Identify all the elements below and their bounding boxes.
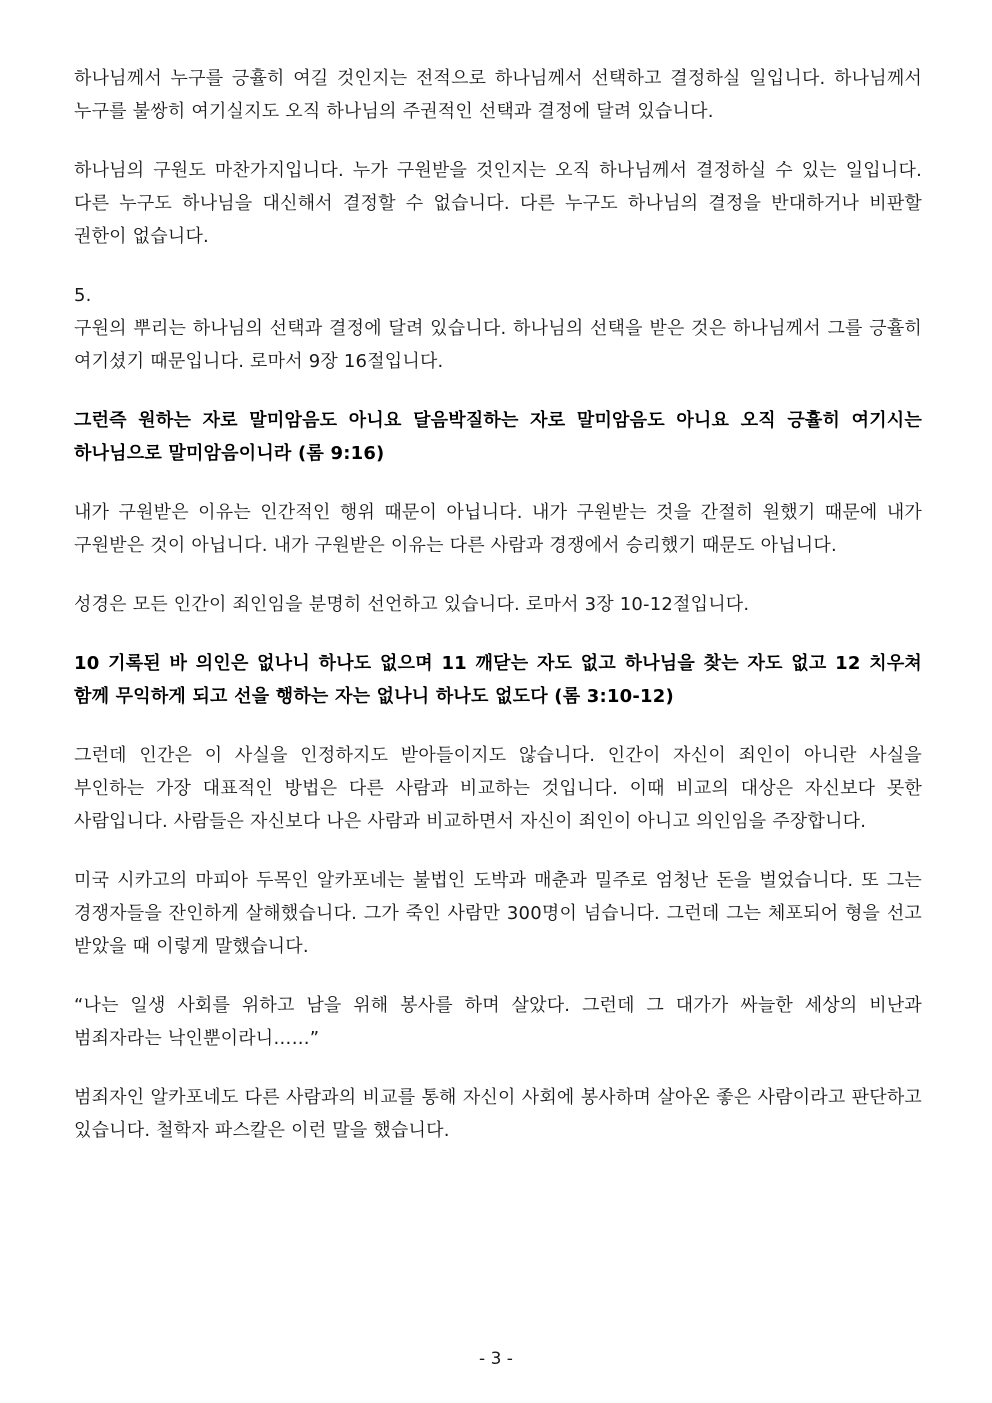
- paragraph-pascal-intro: 범죄자인 알카포네도 다른 사람과의 비교를 통해 자신이 사회에 봉사하며 살아온 좋은 사람이라고 판단하고 있습니다. 철학자 파스칼은 이런 말을 했습니다.: [74, 1087, 922, 1141]
- bible-verse-romans-3-10-12: 10 기록된 바 의인은 없나니 하나도 없으며 11 깨닫는 자도 없고 하나님을 찾는 자도 없고 12 치우쳐 함께 무익하게 되고 선을 행하는 자는 없나니 하나도 없도다 (롬 3:10-12): [74, 653, 922, 707]
- page-number: - 3 -: [479, 1349, 513, 1369]
- paragraph-gods-mercy: 하나님께서 누구를 긍휼히 여길 것인지는 전적으로 하나님께서 선택하고 결정하실 일입니다. 하나님께서 누구를 불쌍히 여기실지도 오직 하나님의 주권적인 선택과 결정에 달려 있습니다.: [74, 68, 922, 122]
- section-number: 5.: [74, 285, 92, 306]
- paragraph-reason-for-salvation: 내가 구원받은 이유는 인간적인 행위 때문이 아닙니다. 내가 구원받는 것을 간절히 원했기 때문에 내가 구원받은 것이 아닙니다. 내가 구원받은 이유는 다른 사람과 경쟁에서 승리했기 때문도 아닙니다.: [74, 502, 922, 556]
- paragraph-salvation-decision: 하나님의 구원도 마찬가지입니다. 누가 구원받을 것인지는 오직 하나님께서 결정하실 수 있는 일입니다. 다른 누구도 하나님을 대신해서 결정할 수 없습니다. 다른 누구도 하나님의 결정을 반대하거나 비판할 권한이 없습니다.: [74, 160, 922, 247]
- paragraph-all-sinners: 성경은 모든 인간이 죄인임을 분명히 선언하고 있습니다. 로마서 3장 10-12절입니다.: [74, 594, 750, 615]
- paragraph-comparison: 그런데 인간은 이 사실을 인정하지도 받아들이지도 않습니다. 인간이 자신이 죄인이 아니란 사실을 부인하는 가장 대표적인 방법은 다른 사람과 비교하는 것입니다. 이때 비교의 대상은 자신보다 못한 사람입니다. 사람들은 자신보다 나은 사람과 비교하면서 자신이 죄인이 아니고 의인임을 주장합니다.: [74, 745, 922, 832]
- bible-verse-romans-9-16: 그런즉 원하는 자로 말미암음도 아니요 달음박질하는 자로 말미암음도 아니요 오직 긍휼히 여기시는 하나님으로 말미암음이니라 (롬 9:16): [74, 410, 922, 464]
- paragraph-capone-quote: “나는 일생 사회를 위하고 남을 위해 봉사를 하며 살았다. 그런데 그 대가가 싸늘한 세상의 비난과 범죄자라는 낙인뿐이라니……”: [74, 995, 922, 1049]
- paragraph-al-capone: 미국 시카고의 마피아 두목인 알카포네는 불법인 도박과 매춘과 밀주로 엄청난 돈을 벌었습니다. 또 그는 경쟁자들을 잔인하게 살해했습니다. 그가 죽인 사람만 300명이 넘습니다. 그런데 그는 체포되어 형을 선고 받았을 때 이렇게 말했습니다.: [74, 870, 922, 957]
- paragraph-root-of-salvation: 구원의 뿌리는 하나님의 선택과 결정에 달려 있습니다. 하나님의 선택을 받은 것은 하나님께서 그를 긍휼히 여기셨기 때문입니다. 로마서 9장 16절입니다.: [74, 318, 922, 372]
- document-body: [74, 62, 922, 1173]
